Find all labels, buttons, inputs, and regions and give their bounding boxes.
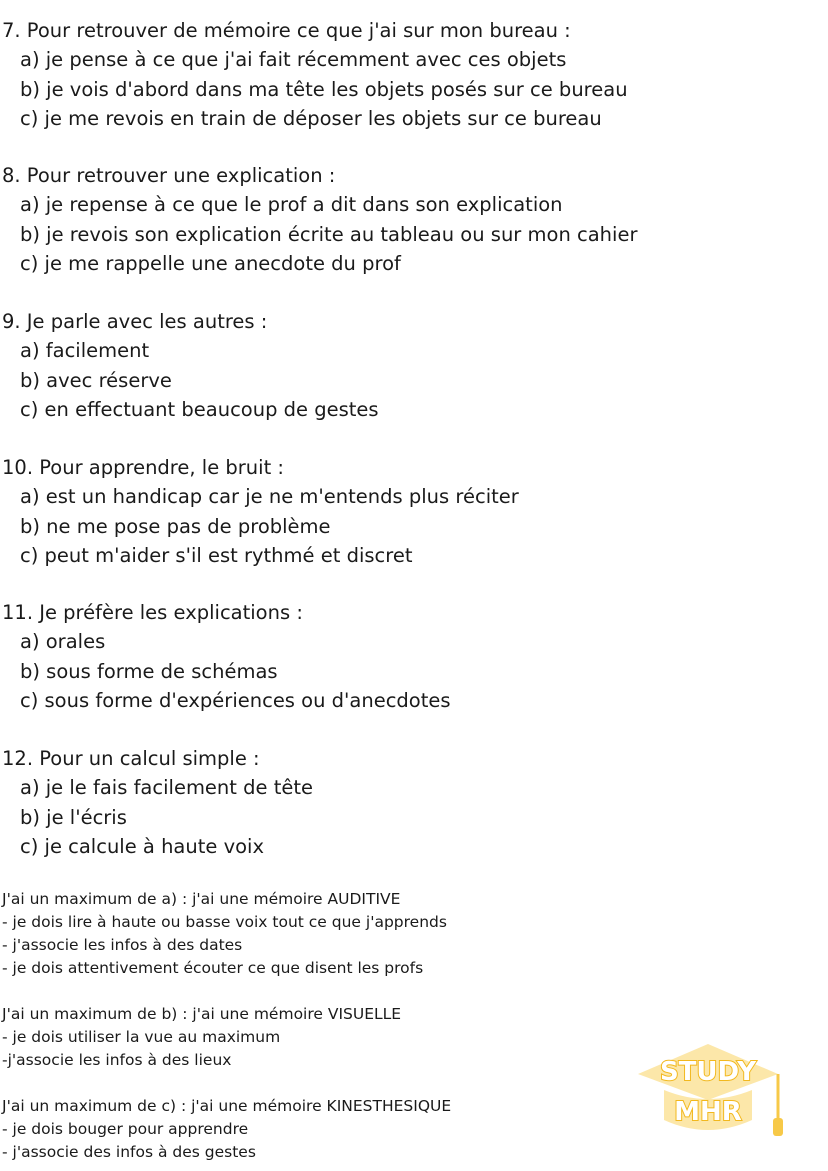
cap-tassel [773,1118,783,1136]
question-7 [0,16,800,134]
option-a: a) est un handicap car je ne m'entends plus réciter [20,485,519,508]
option-c: c) je me revois en train de déposer les objets sur ce bureau [20,107,602,130]
option-a: a) je pense à ce que j'ai fait récemment avec ces objets [20,48,567,71]
graduation-cap-icon [628,1040,788,1140]
question-10 [0,453,800,571]
result-line: - j'associe les infos à des dates [2,936,243,954]
result-heading: J'ai un maximum de c) : j'ai une mémoire KINESTHESIQUE [2,1097,452,1115]
result-line: - je dois bouger pour apprendre [2,1120,249,1138]
option-c: c) je me rappelle une anecdote du prof [20,252,401,275]
result-line: - j'associe des infos à des gestes [2,1143,256,1161]
option-c: c) peut m'aider s'il est rythmé et discret [20,544,413,567]
option-c: c) sous forme d'expériences ou d'anecdotes [20,689,451,712]
logo-line1: STUDY [659,1057,757,1087]
question-title: 11. Je préfère les explications : [2,601,303,624]
study-mhr-logo [628,1040,788,1140]
option-a: a) facilement [20,339,150,362]
result-visuelle [0,1003,620,1072]
result-line: - je dois lire à haute ou basse voix tout ce que j'apprends [2,913,447,931]
question-9 [0,307,800,425]
option-b: b) avec réserve [20,368,172,392]
option-a: a) je repense à ce que le prof a dit dans son explication [20,193,563,216]
result-line: - je dois attentivement écouter ce que disent les profs [2,959,424,977]
question-title: 9. Je parle avec les autres : [2,310,268,333]
option-b: b) je l'écris [20,805,127,829]
option-b: b) je vois d'abord dans ma tête les objets posés sur ce bureau [20,77,628,101]
option-c: c) je calcule à haute voix [20,835,265,858]
logo-line2: MHR [674,1097,742,1127]
result-heading: J'ai un maximum de b) : j'ai une mémoire VISUELLE [2,1005,402,1023]
result-line: - je dois utiliser la vue au maximum [2,1028,281,1046]
result-auditive [0,888,620,980]
question-title: 8. Pour retrouver une explication : [2,164,336,187]
question-12 [0,744,800,862]
option-a: a) je le fais facilement de tête [20,776,313,799]
question-title: 12. Pour un calcul simple : [2,747,260,770]
option-c: c) en effectuant beaucoup de gestes [20,398,379,421]
option-a: a) orales [20,630,106,653]
question-title: 7. Pour retrouver de mémoire ce que j'ai sur mon bureau : [2,19,571,42]
option-b: b) sous forme de schémas [20,659,278,683]
question-11 [0,598,800,716]
result-line: -j'associe les infos à des lieux [2,1051,232,1069]
question-title: 10. Pour apprendre, le bruit : [2,456,284,479]
result-kinesthesique [0,1095,620,1164]
option-b: b) ne me pose pas de problème [20,514,331,538]
question-8 [0,161,800,279]
option-b: b) je revois son explication écrite au tableau ou sur mon cahier [20,222,638,246]
result-heading: J'ai un maximum de a) : j'ai une mémoire AUDITIVE [2,890,401,908]
